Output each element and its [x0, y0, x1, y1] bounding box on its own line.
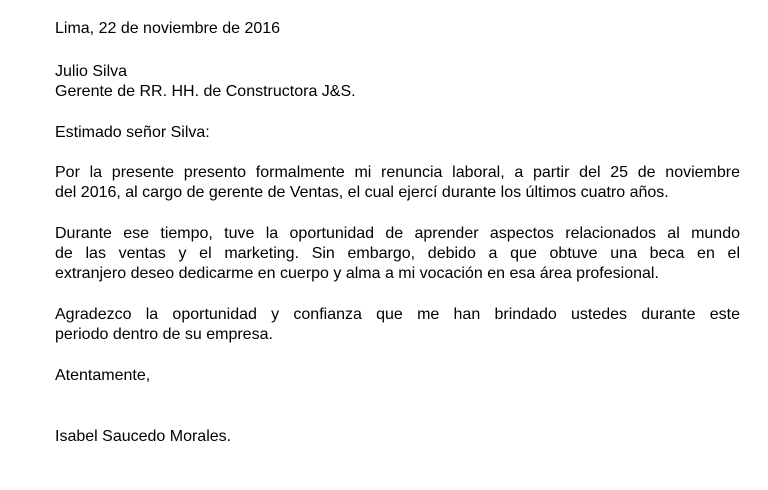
- recipient-block: [55, 62, 740, 102]
- paragraph-3-line-2: periodo dentro de su empresa.: [55, 326, 273, 343]
- paragraph-2-line-1: Durante ese tiempo, tuve la oportunidad de aprender aspectos relacionados al mundo: [55, 225, 740, 242]
- recipient-name: Julio Silva: [55, 63, 128, 80]
- paragraph-3-line-1: Agradezco la oportunidad y confianza que me han brindado ustedes durante este: [55, 306, 740, 323]
- paragraph-1-line-1: Por la presente presento formalmente mi renuncia laboral, a partir del 25 de noviembre: [55, 164, 740, 181]
- signature: Isabel Saucedo Morales.: [55, 428, 232, 445]
- recipient-title: Gerente de RR. HH. de Constructora J&S.: [55, 83, 356, 100]
- paragraph-3: [55, 305, 740, 345]
- paragraph-2-line-2: de las ventas y el marketing. Sin embargo, debido a que obtuve una beca en el: [55, 245, 740, 262]
- paragraph-2-line-3: extranjero deseo dedicarme en cuerpo y alma a mi vocación en esa área profesional.: [55, 265, 659, 282]
- date-line: Lima, 22 de noviembre de 2016: [55, 20, 281, 37]
- paragraph-2: [55, 224, 740, 284]
- closing: Atentamente,: [55, 367, 151, 384]
- paragraph-1: [55, 163, 740, 203]
- salutation: Estimado señor Silva:: [55, 124, 210, 141]
- paragraph-1-line-2: del 2016, al cargo de gerente de Ventas, el cual ejercí durante los últimos cuatro años.: [55, 184, 669, 201]
